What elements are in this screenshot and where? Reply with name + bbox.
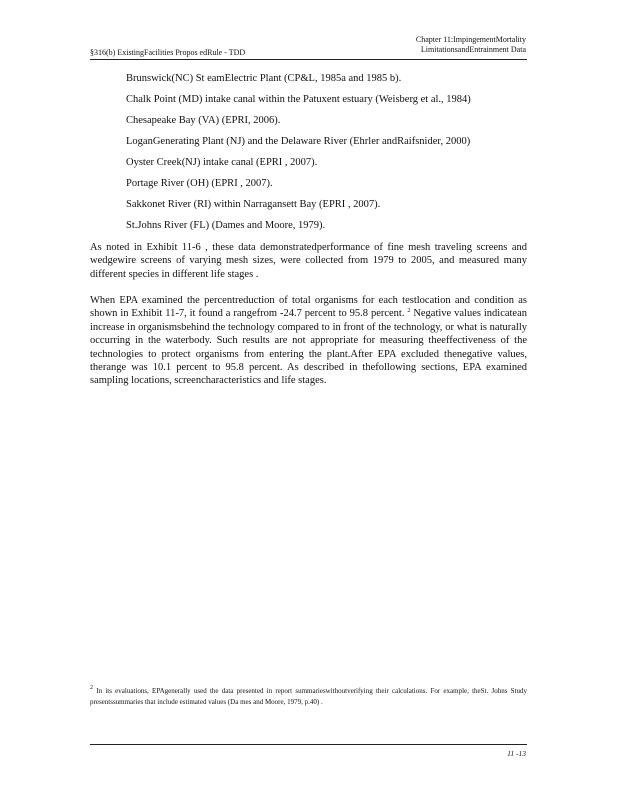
- list-item-text: Portage River (OH) (EPRI , 2007).: [126, 178, 273, 189]
- list-item: [108, 114, 526, 127]
- list-item: [108, 156, 526, 169]
- list-item: [108, 219, 526, 232]
- footnote-reference: 2: [407, 308, 411, 315]
- study-location-list: [108, 72, 526, 240]
- list-item-text: Brunswick(NC) St eamElectric Plant (CP&L, 1985a and 1985 b).: [126, 73, 402, 84]
- footnote-text: In its evaluations, EPAgenerally used the data presented in report summarieswithoutverifying their calculations. For example, theSt. Johns Study presentssummaries that include estimated values (Da mes and Moore, 1979, p.40) .: [90, 687, 528, 706]
- list-item-text: Sakkonet River (RI) within Narragansett Bay (EPRI , 2007).: [126, 199, 381, 210]
- list-item: [108, 198, 526, 211]
- list-item: [108, 72, 526, 85]
- list-item: [108, 177, 526, 190]
- running-header-right: [416, 35, 526, 55]
- footer-divider: [90, 744, 527, 745]
- running-header-left: §316(b) ExistingFacilities Propos edRule - TDD: [90, 48, 246, 57]
- footnote-mark: 2: [90, 685, 93, 691]
- header-chapter-title: Chapter 11:ImpingementMortality: [415, 35, 526, 44]
- page-number: 11 -13: [507, 749, 526, 758]
- list-item-text: Chesapeake Bay (VA) (EPRI, 2006).: [126, 115, 281, 126]
- header-section-title: LimitationsandEntrainment Data: [420, 45, 526, 54]
- paragraph-2-text-b: Negative values indicatean increase in organismsbehind the technology compared to in front of the technology, or what is naturally occurring in the waterbody. Such results are not appropriate for measuring theeffectiveness of the technologies to protect organisms from entering the plant.After EPA excluded thenegative values, therange was 10.1 percent to 95.8 percent. As described in thefollowing sections, EPA examined sampling locations, screencharacteristics and life stages.: [90, 308, 528, 387]
- footnote: [90, 686, 527, 708]
- list-item-text: LoganGenerating Plant (NJ) and the Delaware River (Ehrler andRaifsnider, 2000): [126, 136, 471, 147]
- body-paragraph-2: [90, 294, 527, 388]
- paragraph-2-text-a: When EPA examined the percentreduction of total organisms for each testlocation and condition as shown in Exhibit 11-7, it found a rangefrom -24.7 percent to 95.8 percent.: [90, 295, 527, 320]
- body-paragraph-1: As noted in Exhibit 11-6 , these data demonstratedperformance of fine mesh traveling screens and wedgewire screens of varying mesh sizes, were collected from 1979 to 2005, and measured many different species in different life stages .: [90, 242, 527, 280]
- list-item-text: Oyster Creek(NJ) intake canal (EPRI , 2007).: [126, 157, 318, 168]
- list-item-text: Chalk Point (MD) intake canal within the Patuxent estuary (Weisberg et al., 1984): [126, 94, 471, 105]
- header-divider: [90, 59, 527, 60]
- list-item: [108, 93, 526, 106]
- list-item-text: St.Johns River (FL) (Dames and Moore, 1979).: [126, 220, 326, 231]
- list-item: [108, 135, 526, 148]
